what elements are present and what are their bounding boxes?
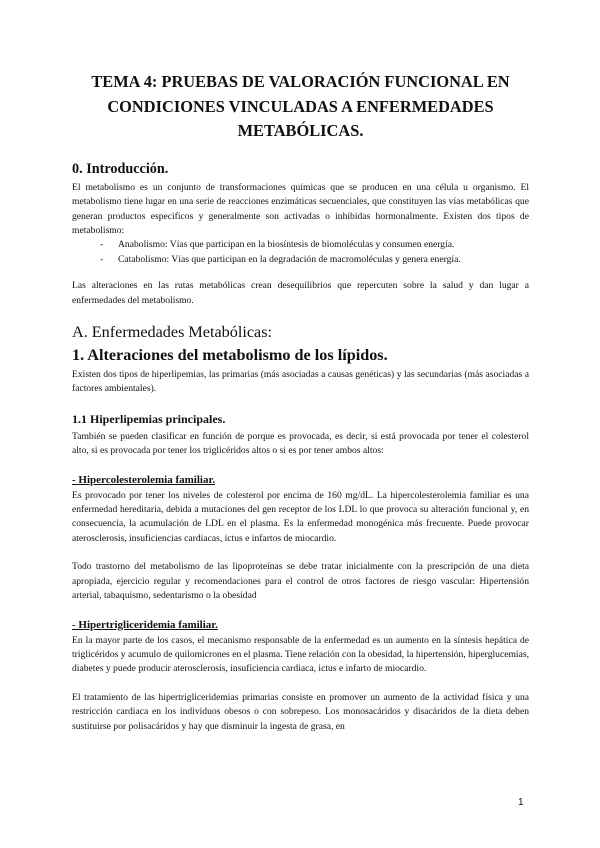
hipertrigliceridemia-paragraph-1: En la mayor parte de los casos, el mecanismo responsable de la enfermedad es un aumento en la síntesis hepática de triglicéridos y acumulo de quilomicrones en el plasma. Tiene relación con la obesidad, la hipertensión, hiperglucemias, diabetes y puede producir aterosclerosis, insuficiencia cardiaca, ictus e infarto de miocardio. [72,634,529,675]
list-item-anabolismo: - Anabolismo: Vías que participan en la biosíntesis de biomoléculas y consumen energía. [100,238,529,252]
lipids-heading: 1. Alteraciones del metabolismo de los lípidos. [72,346,388,365]
document-page [72,70,529,734]
section-a-heading: A. Enfermedades Metabólicas: [72,323,273,342]
intro-paragraph-1: El metabolismo es un conjunto de transformaciones químicas que se producen en una célula u organismo. El metabolismo tiene lugar en una serie de reacciones enzimáticas secuenciales, que constituyen las vías metabólicas que generan productos específicos y generalmente son activadas o inhibidas hormonalmente. Existen dos tipos de metabolismo: [72,181,529,236]
intro-paragraph-2: Las alteraciones en las rutas metabólicas crean desequilibrios que repercuten sobre la salud y dan lugar a enfermedades del metabolismo. [72,280,529,306]
hipercolesterolemia-paragraph-1: Es provocado por tener los niveles de colesterol por encima de 160 mg/dL. La hipercolesterolemia familiar es una enfermedad hereditaria, debida a mutaciones del gen receptor de los LDL lo que provoca su alteración funcional y, en consecuencia, la acumulación de LDL en el plasma. Es la enfermedad monogénica más frecuente. Puede provocar aterosclerosis, insuficiencias cardiacas, ictus e infartos de miocardio. [72,489,529,544]
document-title: TEMA 4: PRUEBAS DE VALORACIÓN FUNCIONAL EN CONDICIONES VINCULADAS A ENFERMEDADES METABÓLICAS. [91,72,510,141]
hiperlipemias-paragraph: También se pueden clasificar en función de porque es provocada, es decir, si está provocada por tener el colesterol alto, si es provocada por tener los triglicéridos altos o si es por tener ambos altos: [72,430,529,457]
hipertrigliceridemia-heading: - Hipertrigliceridemia familiar. [72,618,218,631]
hipertrigliceridemia-paragraph-2: El tratamiento de las hipertrigliceridemias primarias consiste en promover un aumento de la actividad física y una restricción cardiaca en los individuos obesos o con sobrepeso. Los monosacáridos y disacáridos de la dieta deben sustituirse por polisacáridos y hay que disminuir la ingesta de grasa, en [72,691,529,732]
lipids-paragraph: Existen dos tipos de hiperlipemias, las primarias (más asociadas a causas genéticas) y las secundarias (más asociadas a factores ambientales). [72,369,529,395]
hipercolesterolemia-paragraph-2: Todo trastorno del metabolismo de las lipoproteínas se debe tratar inicialmente con la prescripción de una dieta apropiada, ejercicio regular y recomendaciones para el control de otros factores de riesgo vascular: Hipertensión arterial, tabaquismo, sedentarismo o la obesidad [72,561,529,602]
hipercolesterolemia-heading: - Hipercolesterolemia familiar. [72,473,216,486]
page-number: 1 [518,797,524,808]
hiperlipemias-heading: 1.1 Hiperlipemias principales. [72,411,226,426]
intro-heading: 0. Introducción. [72,160,169,177]
metabolism-types-list [72,238,529,267]
list-item-catabolismo: - Catabolismo: Vías que participan en la degradación de macromoléculas y genera energía. [100,253,529,267]
